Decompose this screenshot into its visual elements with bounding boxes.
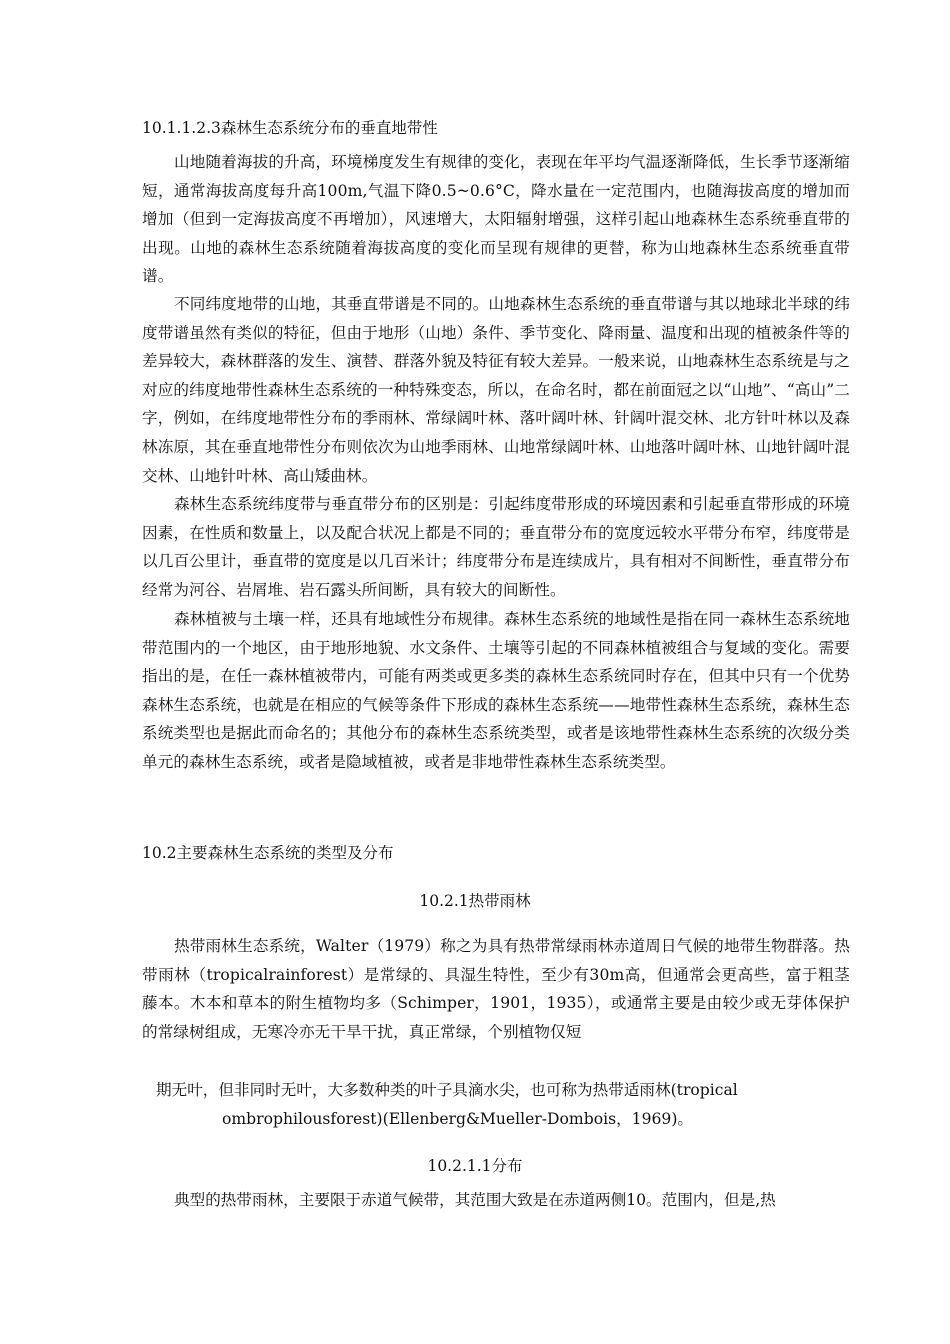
paragraph-altitude-gradient: 山地随着海拔的升高，环境梯度发生有规律的变化，表现在年平均气温逐渐降低，生长季节逐渐缩短，通常海拔高度每升高100m,气温下降0.5~0.6°C，降水量在一定范围内，也随海拔高度的增加而增加（但到一定海拔高度不再增加），风速增大，太阳辐射增强，这样引起山地森林生态系统垂直带的出现。山地的森林生态系统随着海拔高度的变化而呈现有规律的更替，称为山地森林生态系统垂直带谱。 (142, 153, 850, 286)
subheading-10-2-1-1: 10.2.1.1分布 (427, 1157, 523, 1175)
paragraph-zone-differences: 森林生态系统纬度带与垂直带分布的区别是：引起纬度带形成的环境因素和引起垂直带形成的环境因素，在性质和数量上，以及配合状况上都是不同的；垂直带分布的宽度远较水平带分布窄，纬度带是以几百公里计，垂直带的宽度是以几百米计；纬度带分布是连续成片，具有相对不间断性，垂直带分布经常为河谷、岩屑堆、岩石露头所间断，具有较大的间断性。 (142, 495, 850, 599)
continuation-line-1: 期无叶，但非同时无叶，大多数种类的叶子具滴水尖，也可称为热带适雨林(tropical (156, 1081, 738, 1099)
continuation-line-2: ombrophilousforest)(Ellenberg&Mueller-Dombois，1969)。 (222, 1109, 694, 1128)
paragraph-distribution (142, 1186, 832, 1215)
paragraph-continuation (142, 1076, 832, 1133)
paragraph-regional-distribution: 森林植被与土壤一样，还具有地域性分布规律。森林生态系统的地域性是指在同一森林生态系统地带范围内的一个地区，由于地形地貌、水文条件、土壤等引起的不同森林植被组合与复域的变化。需要指出的是，在任一森林植被带内，可能有两类或更多类的森林生态系统同时存在，但其中只有一个优势森林生态系统，也就是在相应的气候等条件下形成的森林生态系统——地带性森林生态系统，森林生态系统类型也是据此而命名的；其他分布的森林生态系统类型，或者是该地带性森林生态系统的次级分类单元的森林生态系统，或者是隐域植被，或者是非地带性森林生态系统类型。 (142, 610, 850, 771)
distribution-text: 典型的热带雨林，主要限于赤道气候带，其范围大致是在赤道两侧10。范围内，但是,热 (174, 1191, 776, 1209)
subheading-10-2-1: 10.2.1热带雨林 (419, 892, 531, 910)
paragraph-latitude-mountains: 不同纬度地带的山地，其垂直带谱是不同的。山地森林生态系统的垂直带谱与其以地球北半球的纬度带谱虽然有类似的特征，但由于地形（山地）条件、季节变化、降雨量、温度和出现的植被条件等的差异较大，森林群落的发生、演替、群落外貌及特征有较大差异。一般来说，山地森林生态系统是与之对应的纬度地带性森林生态系统的一种特殊变态，所以，在命名时，都在前面冠之以“山地”、“高山”二字，例如，在纬度地带性分布的季雨林、常绿阔叶林、落叶阔叶林、针阔叶混交林、北方针叶林以及森林冻原，其在垂直地带性分布则依次为山地季雨林、山地常绿阔叶林、山地落叶阔叶林、山地针阔叶混交林、山地针叶林、高山矮曲林。 (142, 295, 850, 485)
section-heading-10-2: 10.2主要森林生态系统的类型及分布 (142, 844, 394, 862)
paragraph-tropical-rainforest: 热带雨林生态系统，Walter（1979）称之为具有热带常绿雨林赤道周日气候的地带生物群落。热带雨林（tropicalrainforest）是常绿的、具湿生特性，至少有30m高，但通常会更高些，富于粗茎藤本。木本和草本的附生植物均多（Schimper，1901，1935），或通常主要是由较少或无芽体保护的常绿树组成，无寒冷亦无干旱干扰，真正常绿，个别植物仅短 (142, 937, 850, 1041)
section-heading-10-1-1-2-3: 10.1.1.2.3森林生态系统分布的垂直地带性 (142, 119, 438, 137)
